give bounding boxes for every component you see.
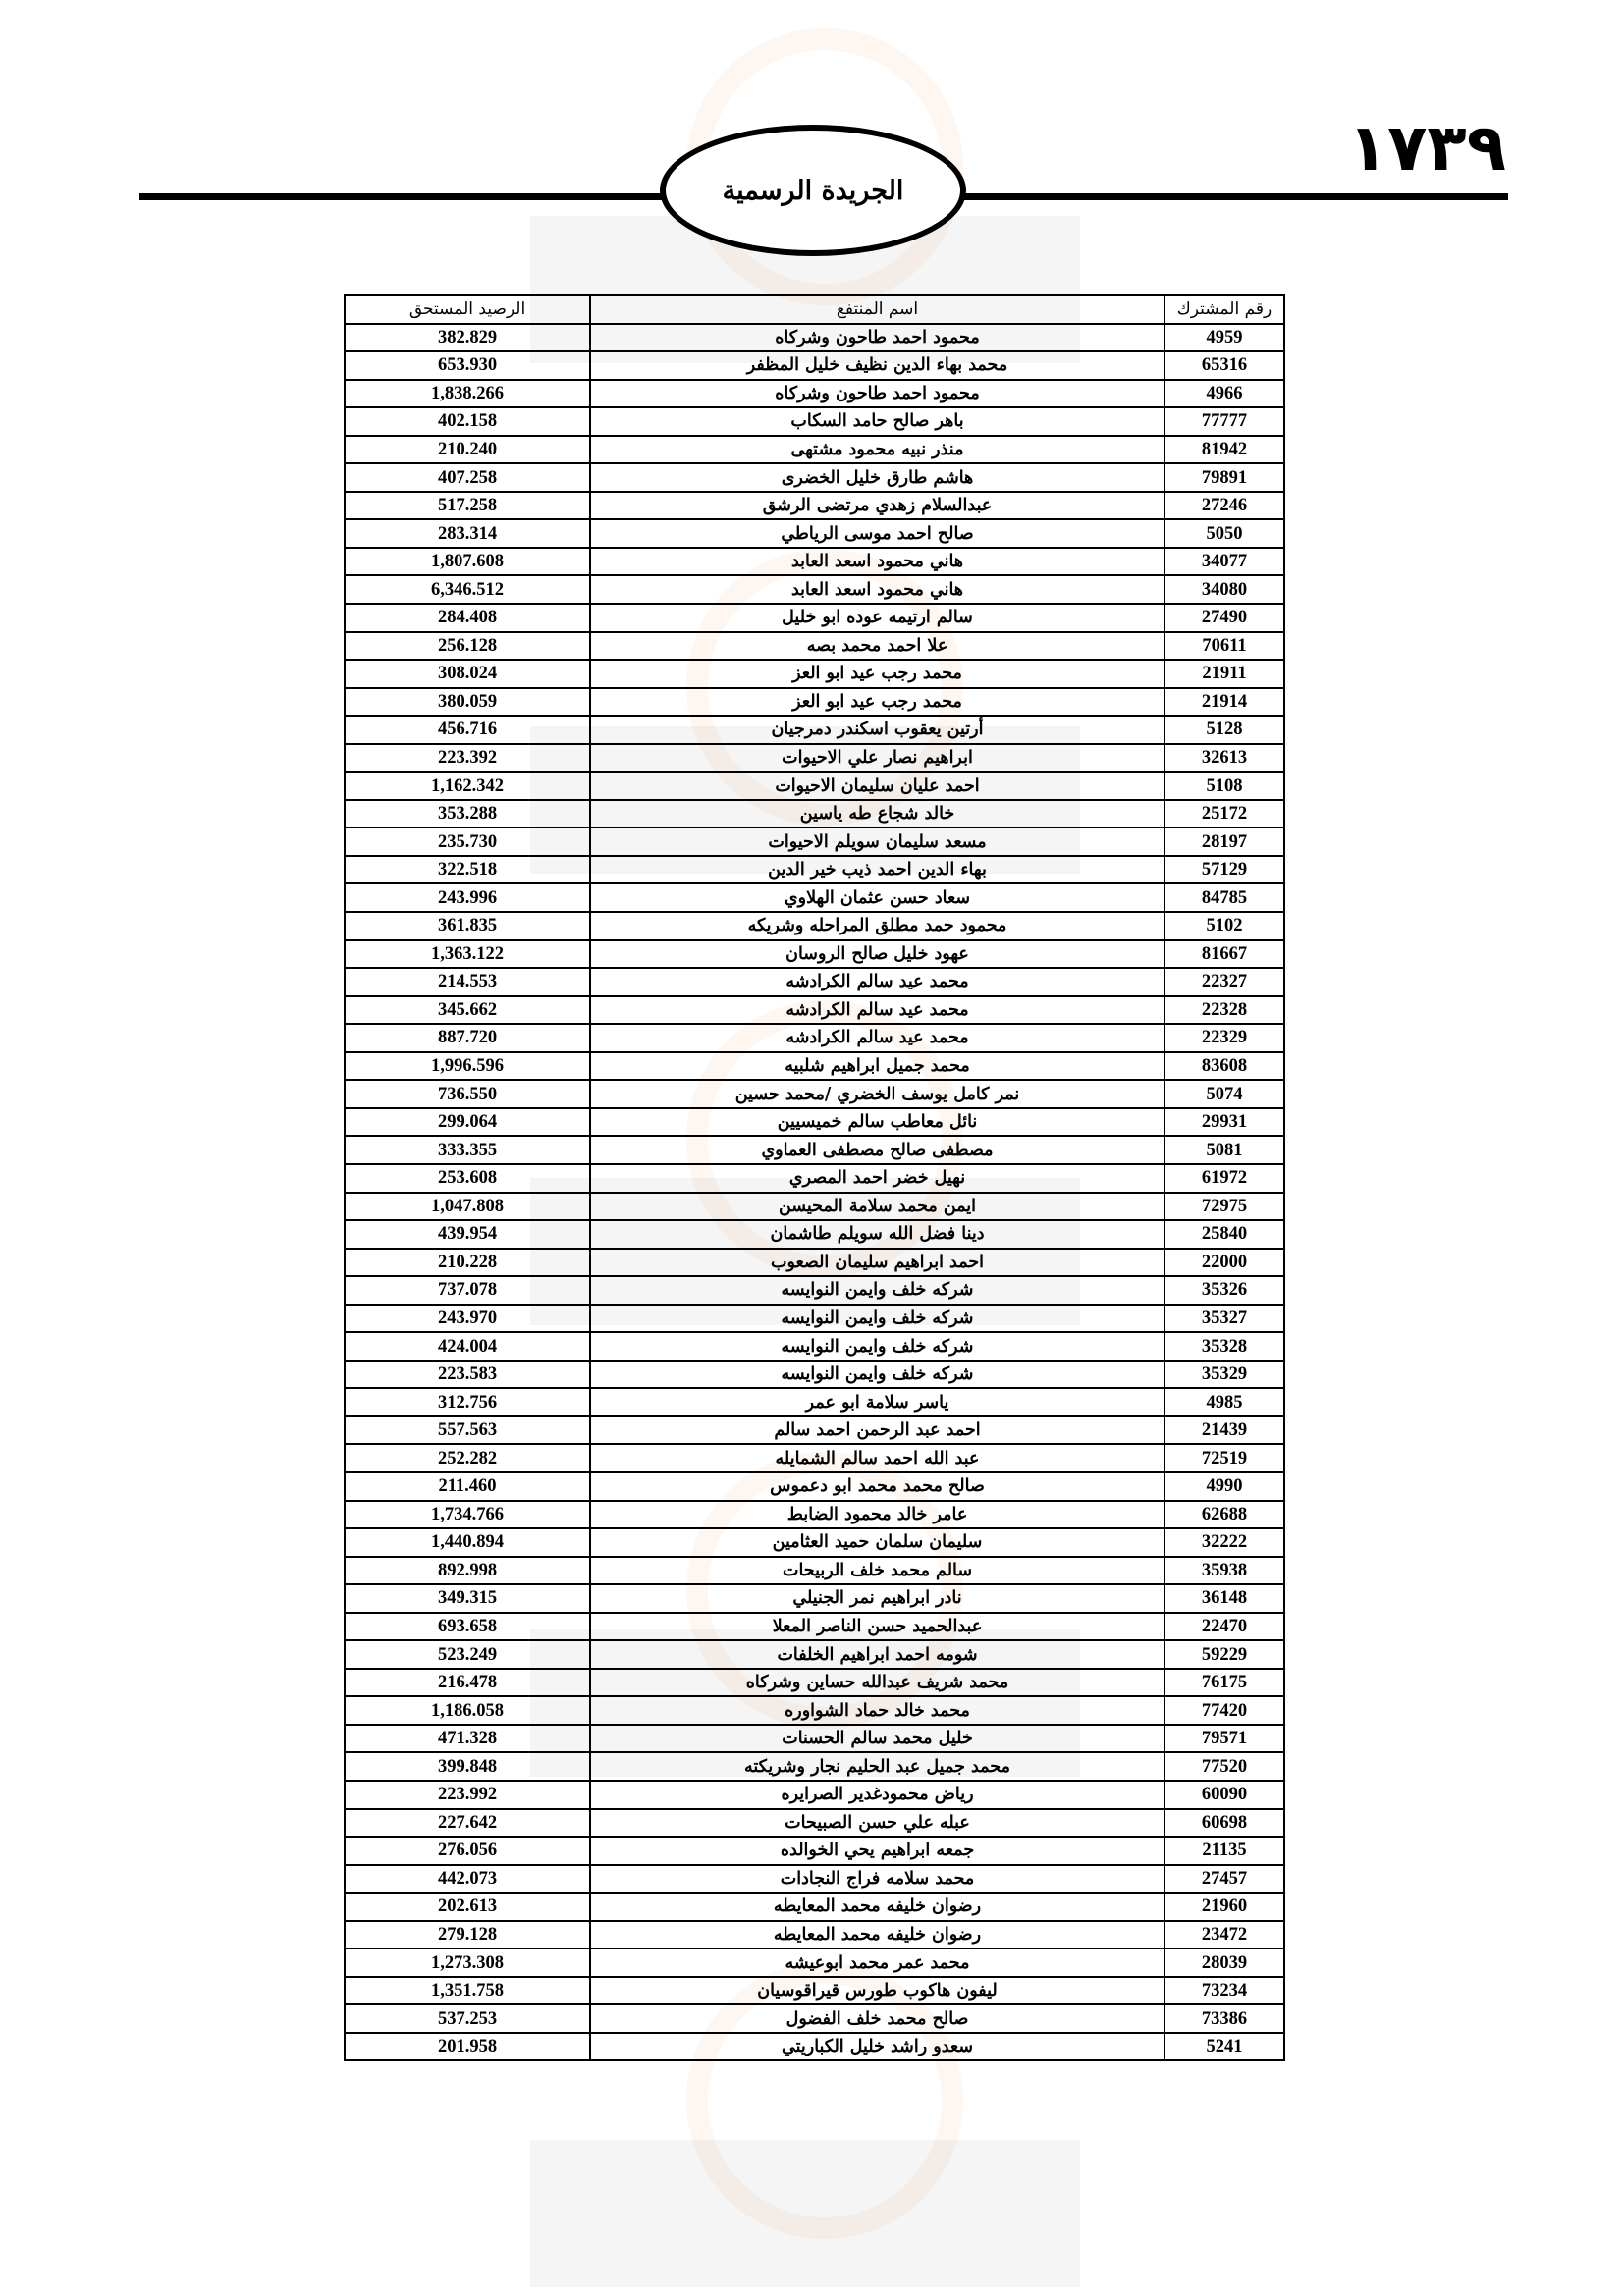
subscriber-number-cell: 4985 [1164, 1388, 1284, 1416]
beneficiary-name-cell: محمود احمد طاحون وشركاه [590, 324, 1164, 352]
balance-due-cell: 1,807.608 [345, 548, 590, 576]
gazette-title: الجريدة الرسمية [722, 175, 904, 206]
balance-due-cell: 223.392 [345, 744, 590, 773]
balance-due-cell: 1,363.122 [345, 940, 590, 969]
subscriber-number-cell: 25172 [1164, 800, 1284, 828]
balance-due-cell: 892.998 [345, 1557, 590, 1585]
balance-due-cell: 256.128 [345, 632, 590, 661]
table-row [345, 968, 1284, 996]
balance-due-cell: 399.848 [345, 1752, 590, 1781]
beneficiary-name-cell: سعدو راشد خليل الكباريتي [590, 2033, 1164, 2061]
beneficiary-name-cell: باهر صالح حامد السكاب [590, 407, 1164, 436]
balance-due-cell: 407.258 [345, 463, 590, 492]
balance-due-cell: 537.253 [345, 2004, 590, 2033]
beneficiary-name-cell: نهيل خضر احمد المصري [590, 1164, 1164, 1193]
beneficiary-name-cell: دينا فضل الله سويلم طاشمان [590, 1220, 1164, 1249]
table-row [345, 1024, 1284, 1052]
subscriber-number-cell: 27246 [1164, 492, 1284, 520]
balance-due-cell: 737.078 [345, 1276, 590, 1305]
beneficiary-name-cell: منذر نبيه محمود مشتهى [590, 436, 1164, 464]
table-row [345, 1472, 1284, 1501]
subscriber-number-cell: 4966 [1164, 380, 1284, 408]
subscriber-number-cell: 5108 [1164, 772, 1284, 800]
table-row [345, 1752, 1284, 1781]
subscriber-number-cell: 28039 [1164, 1949, 1284, 1977]
balance-due-cell: 1,996.596 [345, 1052, 590, 1081]
table-row [345, 463, 1284, 492]
subscriber-number-cell: 77420 [1164, 1696, 1284, 1725]
table-row [345, 660, 1284, 688]
table-row [345, 1584, 1284, 1613]
subscriber-number-cell: 27457 [1164, 1865, 1284, 1894]
subscriber-number-cell: 22470 [1164, 1613, 1284, 1641]
table-row [345, 1249, 1284, 1277]
balance-due-cell: 223.583 [345, 1361, 590, 1389]
beneficiary-name-cell: رياض محمودغدير الصرايره [590, 1781, 1164, 1809]
beneficiary-name-cell: عبد الله احمد سالم الشمايله [590, 1444, 1164, 1472]
subscriber-number-cell: 57129 [1164, 856, 1284, 884]
beneficiary-name-cell: محمود حمد مطلق المراحله وشريكه [590, 912, 1164, 940]
balance-due-cell: 517.258 [345, 492, 590, 520]
beneficiary-name-cell: سالم ارتيمه عوده ابو خليل [590, 604, 1164, 632]
beneficiary-name-cell: عبدالسلام زهدي مرتضى الرشق [590, 492, 1164, 520]
beneficiary-name-cell: محمود احمد طاحون وشركاه [590, 380, 1164, 408]
beneficiary-name-cell: محمد جميل ابراهيم شلبيه [590, 1052, 1164, 1081]
beneficiary-name-cell: محمد رجب عيد ابو العز [590, 660, 1164, 688]
table-row [345, 716, 1284, 744]
subscriber-number-cell: 77520 [1164, 1752, 1284, 1781]
beneficiary-name-cell: علا احمد محمد بصه [590, 632, 1164, 661]
beneficiary-name-cell: سالم محمد خلف الربيحات [590, 1557, 1164, 1585]
subscriber-number-cell: 59229 [1164, 1640, 1284, 1669]
subscriber-number-cell: 5241 [1164, 2033, 1284, 2061]
subscriber-balance-table [344, 294, 1283, 2061]
subscriber-number-cell: 73234 [1164, 1977, 1284, 2005]
subscriber-number-cell: 65316 [1164, 351, 1284, 380]
table-row [345, 1193, 1284, 1221]
balance-due-cell: 1,186.058 [345, 1696, 590, 1725]
subscriber-number-cell: 60698 [1164, 1809, 1284, 1838]
table-row [345, 1108, 1284, 1137]
balance-due-cell: 235.730 [345, 828, 590, 856]
table-row [345, 1557, 1284, 1585]
beneficiary-name-cell: احمد عليان سليمان الاحيوات [590, 772, 1164, 800]
balance-due-cell: 1,162.342 [345, 772, 590, 800]
beneficiary-name-cell: مسعد سليمان سويلم الاحيوات [590, 828, 1164, 856]
subscriber-number-cell: 77777 [1164, 407, 1284, 436]
table-row [345, 1220, 1284, 1249]
table-row [345, 1977, 1284, 2005]
balance-due-cell: 227.642 [345, 1809, 590, 1838]
beneficiary-name-cell: مصطفى صالح مصطفى العماوي [590, 1136, 1164, 1164]
table-row [345, 1528, 1284, 1557]
subscriber-number-cell: 25840 [1164, 1220, 1284, 1249]
table-row [345, 800, 1284, 828]
subscriber-number-cell: 5102 [1164, 912, 1284, 940]
beneficiary-name-cell: شركه خلف وايمن النوايسه [590, 1361, 1164, 1389]
subscriber-number-cell: 21135 [1164, 1837, 1284, 1865]
beneficiary-name-cell: ياسر سلامة ابو عمر [590, 1388, 1164, 1416]
table-header-row [345, 295, 1284, 324]
subscriber-number-cell: 5074 [1164, 1080, 1284, 1108]
subscriber-number-cell: 5128 [1164, 716, 1284, 744]
balance-due-cell: 887.720 [345, 1024, 590, 1052]
subscriber-number-cell: 34080 [1164, 575, 1284, 604]
balance-due-cell: 345.662 [345, 996, 590, 1025]
subscriber-number-cell: 27490 [1164, 604, 1284, 632]
subscriber-number-cell: 28197 [1164, 828, 1284, 856]
beneficiary-name-cell: صالح محمد خلف الفضول [590, 2004, 1164, 2033]
balance-due-cell: 1,351.758 [345, 1977, 590, 2005]
subscriber-number-cell: 81942 [1164, 436, 1284, 464]
table-row [345, 1501, 1284, 1529]
subscriber-number-cell: 22329 [1164, 1024, 1284, 1052]
subscriber-number-cell: 36148 [1164, 1584, 1284, 1613]
table-row [345, 1361, 1284, 1389]
table-row [345, 1164, 1284, 1193]
balance-due-cell: 201.958 [345, 2033, 590, 2061]
balance-due-cell: 424.004 [345, 1332, 590, 1361]
table-row [345, 492, 1284, 520]
beneficiary-name-cell: محمد بهاء الدين نظيف خليل المظفر [590, 351, 1164, 380]
table-row [345, 1613, 1284, 1641]
balance-due-cell: 202.613 [345, 1893, 590, 1921]
subscriber-number-cell: 72975 [1164, 1193, 1284, 1221]
balance-due-cell: 442.073 [345, 1865, 590, 1894]
balance-due-cell: 253.608 [345, 1164, 590, 1193]
beneficiary-name-cell: عامر خالد محمود الضابط [590, 1501, 1164, 1529]
beneficiary-name-cell: رضوان خليفه محمد المعايطه [590, 1893, 1164, 1921]
beneficiary-name-cell: أرتين يعقوب اسكندر دمرجيان [590, 716, 1164, 744]
table-row [345, 883, 1284, 912]
subscriber-number-cell: 4959 [1164, 324, 1284, 352]
balance-due-cell: 214.553 [345, 968, 590, 996]
table-row [345, 1809, 1284, 1838]
beneficiary-name-cell: محمد عمر محمد ابوعيشه [590, 1949, 1164, 1977]
balance-due-cell: 1,273.308 [345, 1949, 590, 1977]
subscriber-number-cell: 23472 [1164, 1921, 1284, 1949]
beneficiary-name-cell: محمد خالد حماد الشواوره [590, 1696, 1164, 1725]
beneficiary-name-cell: محمد رجب عيد ابو العز [590, 688, 1164, 717]
balance-due-cell: 439.954 [345, 1220, 590, 1249]
table-body [345, 324, 1284, 2061]
beneficiary-name-cell: عبدالحميد حسن الناصر المعلا [590, 1613, 1164, 1641]
table-row [345, 688, 1284, 717]
subscriber-number-cell: 21960 [1164, 1893, 1284, 1921]
balance-due-cell: 312.756 [345, 1388, 590, 1416]
beneficiary-name-cell: سعاد حسن عثمان الهلاوي [590, 883, 1164, 912]
beneficiary-name-cell: ليفون هاكوب طورس قيراقوسيان [590, 1977, 1164, 2005]
balance-due-cell: 736.550 [345, 1080, 590, 1108]
beneficiary-name-cell: عهود خليل صالح الروسان [590, 940, 1164, 969]
table-row [345, 856, 1284, 884]
beneficiary-name-cell: نائل معاطب سالم خميسيين [590, 1108, 1164, 1137]
table-row [345, 1388, 1284, 1416]
balance-due-cell: 693.658 [345, 1613, 590, 1641]
gazette-title-oval [660, 125, 966, 256]
beneficiary-name-cell: جمعه ابراهيم يحي الخوالده [590, 1837, 1164, 1865]
table-row [345, 2033, 1284, 2061]
beneficiary-name-cell: عبله علي حسن الصبيحات [590, 1809, 1164, 1838]
column-header-subscriber-number: رقم المشترك [1164, 295, 1284, 324]
subscriber-number-cell: 79891 [1164, 463, 1284, 492]
balance-due-cell: 216.478 [345, 1669, 590, 1697]
balance-due-cell: 382.829 [345, 324, 590, 352]
balance-due-cell: 1,440.894 [345, 1528, 590, 1557]
balance-due-cell: 1,734.766 [345, 1501, 590, 1529]
subscriber-number-cell: 29931 [1164, 1108, 1284, 1137]
table-row [345, 351, 1284, 380]
table-row [345, 1865, 1284, 1894]
beneficiary-name-cell: هاني محمود اسعد العابد [590, 575, 1164, 604]
table-row [345, 1781, 1284, 1809]
subscriber-number-cell: 32613 [1164, 744, 1284, 773]
beneficiary-name-cell: رضوان خليفه محمد المعايطه [590, 1921, 1164, 1949]
balance-due-cell: 361.835 [345, 912, 590, 940]
table-row [345, 912, 1284, 940]
balance-due-cell: 210.228 [345, 1249, 590, 1277]
table-row [345, 1052, 1284, 1081]
subscriber-number-cell: 22000 [1164, 1249, 1284, 1277]
table-row [345, 575, 1284, 604]
balance-due-cell: 322.518 [345, 856, 590, 884]
subscriber-number-cell: 83608 [1164, 1052, 1284, 1081]
table-row [345, 996, 1284, 1025]
subscriber-number-cell: 61972 [1164, 1164, 1284, 1193]
balance-due-cell: 276.056 [345, 1837, 590, 1865]
balance-due-cell: 557.563 [345, 1416, 590, 1445]
table-row [345, 744, 1284, 773]
table-row [345, 380, 1284, 408]
beneficiary-name-cell: محمد عيد سالم الكرادشه [590, 968, 1164, 996]
subscriber-number-cell: 21911 [1164, 660, 1284, 688]
subscriber-number-cell: 5081 [1164, 1136, 1284, 1164]
subscriber-number-cell: 21914 [1164, 688, 1284, 717]
page-number: ١٧٣٩ [1347, 110, 1506, 186]
table-row [345, 940, 1284, 969]
subscriber-number-cell: 73386 [1164, 2004, 1284, 2033]
beneficiary-name-cell: محمد عيد سالم الكرادشه [590, 996, 1164, 1025]
balance-due-cell: 6,346.512 [345, 575, 590, 604]
beneficiary-name-cell: سليمان سلمان حميد العثامين [590, 1528, 1164, 1557]
column-header-balance-due: الرصيد المستحق [345, 295, 590, 324]
table-row [345, 1696, 1284, 1725]
table-row [345, 1416, 1284, 1445]
subscriber-number-cell: 22327 [1164, 968, 1284, 996]
table-row [345, 1949, 1284, 1977]
table-row [345, 1332, 1284, 1361]
table-row [345, 519, 1284, 548]
beneficiary-name-cell: محمد عيد سالم الكرادشه [590, 1024, 1164, 1052]
column-header-beneficiary-name: اسم المنتفع [590, 295, 1164, 324]
beneficiary-name-cell: ايمن محمد سلامة المحيسن [590, 1193, 1164, 1221]
subscriber-number-cell: 35327 [1164, 1305, 1284, 1333]
balance-due-cell: 223.992 [345, 1781, 590, 1809]
subscriber-number-cell: 81667 [1164, 940, 1284, 969]
beneficiary-name-cell: هاني محمود اسعد العابد [590, 548, 1164, 576]
beneficiary-name-cell: خليل محمد سالم الحسنات [590, 1725, 1164, 1753]
beneficiary-name-cell: احمد ابراهيم سليمان الصعوب [590, 1249, 1164, 1277]
table-row [345, 548, 1284, 576]
table-row [345, 828, 1284, 856]
balance-due-cell: 523.249 [345, 1640, 590, 1669]
balance-due-cell: 353.288 [345, 800, 590, 828]
subscriber-number-cell: 34077 [1164, 548, 1284, 576]
subscriber-number-cell: 22328 [1164, 996, 1284, 1025]
balance-due-cell: 210.240 [345, 436, 590, 464]
table-row [345, 1305, 1284, 1333]
table-row [345, 407, 1284, 436]
table-row [345, 772, 1284, 800]
table-row [345, 604, 1284, 632]
subscriber-number-cell: 32222 [1164, 1528, 1284, 1557]
balance-due-cell: 284.408 [345, 604, 590, 632]
balance-due-cell: 402.158 [345, 407, 590, 436]
beneficiary-name-cell: محمد سلامه فراج النجادات [590, 1865, 1164, 1894]
beneficiary-name-cell: شركه خلف وايمن النوايسه [590, 1332, 1164, 1361]
beneficiary-name-cell: بهاء الدين احمد ذيب خير الدين [590, 856, 1164, 884]
subscriber-number-cell: 35329 [1164, 1361, 1284, 1389]
table-row [345, 632, 1284, 661]
page-header [0, 0, 1624, 294]
balance-due-cell: 252.282 [345, 1444, 590, 1472]
subscriber-number-cell: 35938 [1164, 1557, 1284, 1585]
beneficiary-name-cell: محمد جميل عبد الحليم نجار وشريكته [590, 1752, 1164, 1781]
beneficiary-name-cell: هاشم طارق خليل الخضرى [590, 463, 1164, 492]
balance-due-cell: 1,838.266 [345, 380, 590, 408]
table-row [345, 1893, 1284, 1921]
beneficiary-name-cell: خالد شجاع طه ياسين [590, 800, 1164, 828]
balance-due-cell: 279.128 [345, 1921, 590, 1949]
balance-due-cell: 299.064 [345, 1108, 590, 1137]
beneficiary-name-cell: صالح احمد موسى الرياطي [590, 519, 1164, 548]
balance-due-cell: 380.059 [345, 688, 590, 717]
beneficiary-name-cell: نمر كامل يوسف الخضري /محمد حسين [590, 1080, 1164, 1108]
beneficiary-name-cell: شركه خلف وايمن النوايسه [590, 1305, 1164, 1333]
balance-due-cell: 471.328 [345, 1725, 590, 1753]
table-row [345, 1444, 1284, 1472]
balance-due-cell: 211.460 [345, 1472, 590, 1501]
subscriber-number-cell: 62688 [1164, 1501, 1284, 1529]
table-row [345, 2004, 1284, 2033]
subscriber-number-cell: 76175 [1164, 1669, 1284, 1697]
beneficiary-name-cell: احمد عبد الرحمن احمد سالم [590, 1416, 1164, 1445]
balance-due-cell: 333.355 [345, 1136, 590, 1164]
subscriber-number-cell: 72519 [1164, 1444, 1284, 1472]
beneficiary-name-cell: نادر ابراهيم نمر الجنيلي [590, 1584, 1164, 1613]
balance-due-cell: 308.024 [345, 660, 590, 688]
balance-due-cell: 349.315 [345, 1584, 590, 1613]
subscriber-number-cell: 35328 [1164, 1332, 1284, 1361]
subscriber-number-cell: 60090 [1164, 1781, 1284, 1809]
table-row [345, 1921, 1284, 1949]
table-row [345, 1640, 1284, 1669]
beneficiary-name-cell: محمد شريف عبدالله حساين وشركاه [590, 1669, 1164, 1697]
balance-due-cell: 456.716 [345, 716, 590, 744]
subscriber-number-cell: 5050 [1164, 519, 1284, 548]
balance-due-cell: 653.930 [345, 351, 590, 380]
subscriber-number-cell: 4990 [1164, 1472, 1284, 1501]
table-row [345, 1725, 1284, 1753]
table-row [345, 1276, 1284, 1305]
table-row [345, 436, 1284, 464]
balance-due-cell: 243.996 [345, 883, 590, 912]
subscriber-number-cell: 79571 [1164, 1725, 1284, 1753]
balance-due-cell: 1,047.808 [345, 1193, 590, 1221]
subscriber-number-cell: 35326 [1164, 1276, 1284, 1305]
beneficiary-name-cell: شركه خلف وايمن النوايسه [590, 1276, 1164, 1305]
table-row [345, 1080, 1284, 1108]
beneficiary-name-cell: ابراهيم نصار علي الاحيوات [590, 744, 1164, 773]
table-row [345, 1669, 1284, 1697]
balance-due-cell: 283.314 [345, 519, 590, 548]
table-row [345, 1837, 1284, 1865]
table-row [345, 1136, 1284, 1164]
table-row [345, 324, 1284, 352]
subscriber-number-cell: 84785 [1164, 883, 1284, 912]
subscriber-number-cell: 70611 [1164, 632, 1284, 661]
beneficiary-name-cell: شومه احمد ابراهيم الخلفات [590, 1640, 1164, 1669]
balance-due-cell: 243.970 [345, 1305, 590, 1333]
beneficiary-name-cell: صالح محمد محمد ابو دعموس [590, 1472, 1164, 1501]
subscriber-number-cell: 21439 [1164, 1416, 1284, 1445]
